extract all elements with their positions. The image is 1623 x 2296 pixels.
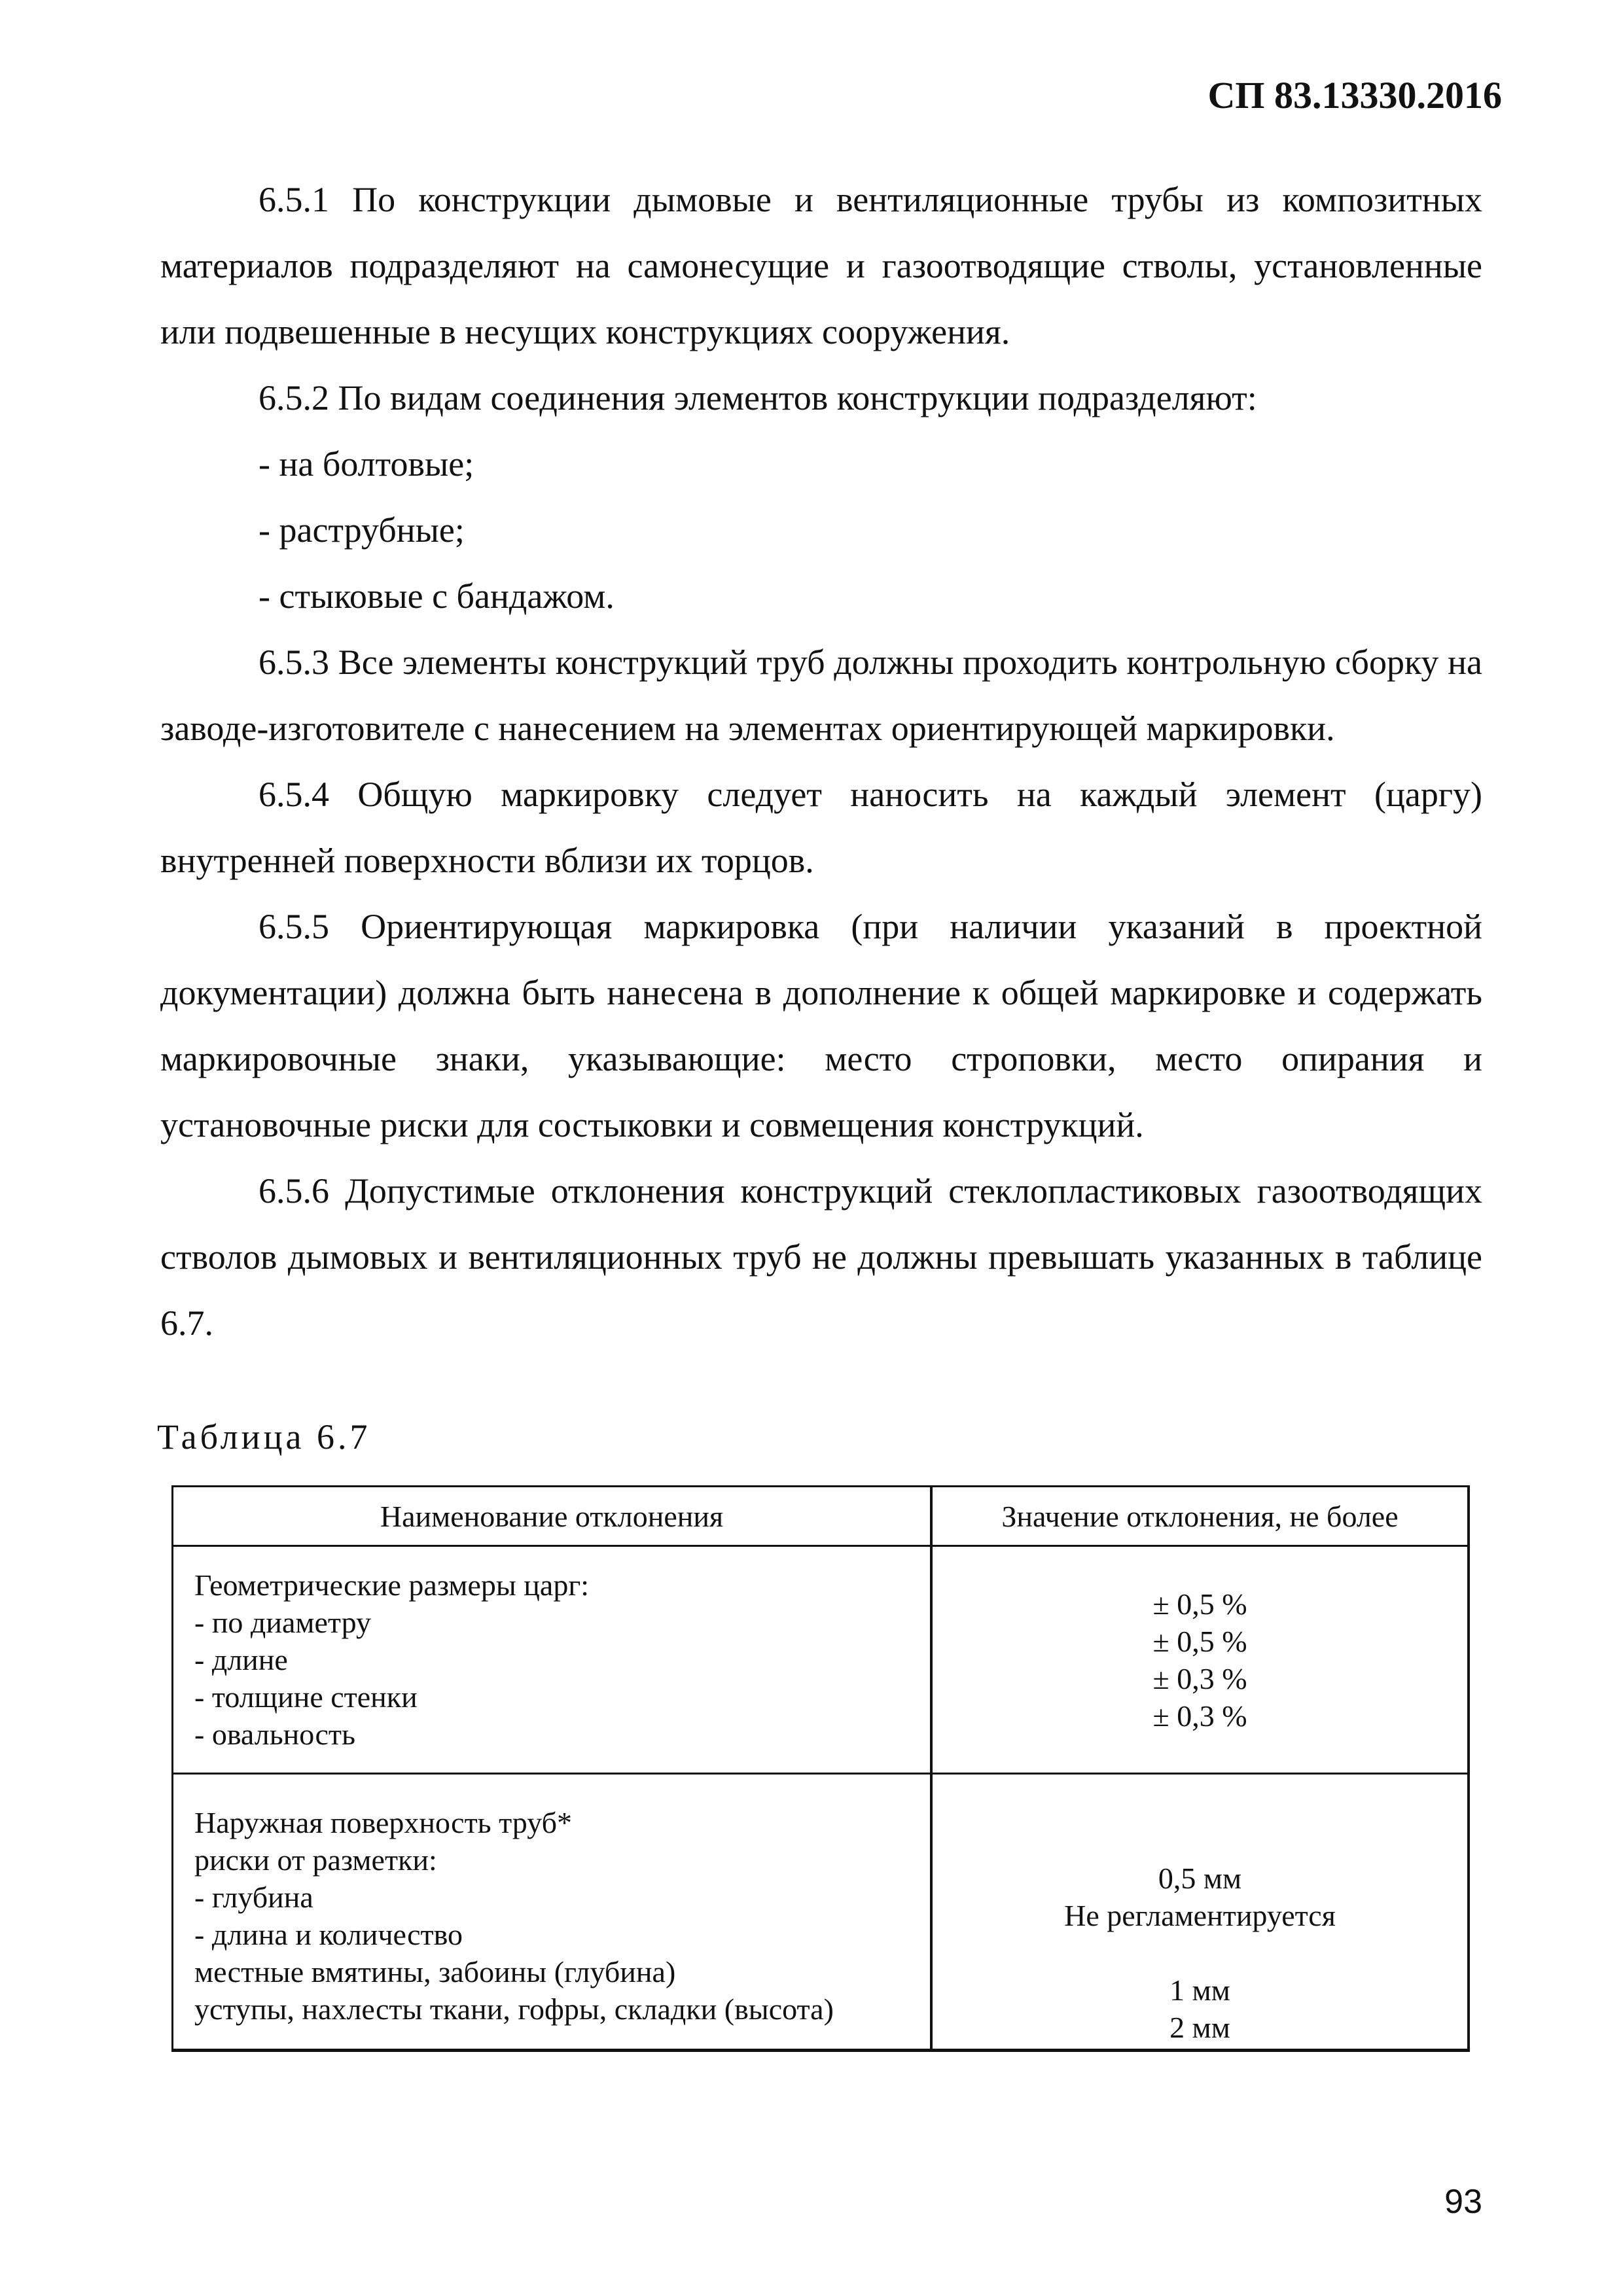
list-item-bolted: - на болтовые; — [259, 444, 474, 484]
paragraph-6-5-6: 6.5.6 Допустимые отклонения конструкций стеклопластиковых газоотводящих стволов дымовых и вентиляционных труб не должны превышать указанных в таблице 6.7. — [160, 1171, 1482, 1343]
page-number: 93 — [1444, 2183, 1482, 2221]
geometry-item-wall-thickness: - толщине стенки — [194, 1680, 418, 1714]
deviation-table — [171, 1485, 1470, 2052]
surface-values-cell — [931, 1774, 1469, 2051]
header-deviation-name: Наименование отклонения — [173, 1487, 932, 1546]
spacer — [933, 1934, 1467, 1971]
table-caption: Таблица 6.7 — [157, 1417, 371, 1457]
surface-item-depth: - глубина — [194, 1880, 313, 1914]
geometry-value-wall-thickness: ± 0,3 % — [1152, 1661, 1247, 1695]
paragraph-6-5-5: 6.5.5 Ориентирующая маркировка (при наличии указаний в проектной документации) должна быть нанесена в дополнение к общей маркировке и содержать маркировочные знаки, указывающие: место строповки, место опирания и установочные риски для состыковки и совмещения конструкций. — [160, 907, 1482, 1144]
list-item-butt-bandage: - стыковые с бандажом. — [259, 576, 615, 616]
list-item-socket: - раструбные; — [259, 510, 465, 550]
geometry-value-diameter: ± 0,5 % — [1152, 1587, 1247, 1621]
paragraph-6-5-2: 6.5.2 По видам соединения элементов конструкции подразделяют: — [259, 378, 1257, 417]
document-code: СП 83.13330.2016 — [1207, 74, 1502, 116]
table-row — [173, 1546, 1469, 1774]
paragraph-6-5-1: 6.5.1 По конструкции дымовые и вентиляционные трубы из композитных материалов подразделяют на самонесущие и газоотводящие стволы, установленные или подвешенные в несущих конструкциях сооружения. — [160, 180, 1482, 351]
spacer — [933, 1785, 1467, 1822]
table-row — [173, 1774, 1469, 2051]
geometry-item-length: - длине — [194, 1643, 288, 1676]
geometry-value-ovality: ± 0,3 % — [1152, 1699, 1247, 1733]
document-body — [160, 167, 1482, 1356]
header-deviation-value: Значение отклонения, не более — [931, 1487, 1469, 1546]
geometry-item-ovality: - овальность — [194, 1718, 355, 1751]
geometry-heading: Геометрические размеры царг: — [194, 1568, 589, 1602]
surface-heading: Наружная поверхность труб* — [194, 1805, 572, 1839]
geometry-values-cell — [931, 1546, 1469, 1774]
geometry-value-length: ± 0,5 % — [1152, 1624, 1247, 1658]
surface-names-cell — [173, 1774, 932, 2051]
paragraph-6-5-4: 6.5.4 Общую маркировку следует наносить на каждый элемент (царгу) внутренней поверхности вблизи их торцов. — [160, 775, 1482, 880]
surface-item-ledges: уступы, нахлесты ткани, гофры, складки (высота) — [194, 1992, 834, 2026]
surface-item-dents: местные вмятины, забоины (глубина) — [194, 1954, 676, 1988]
surface-item-length-count: - длина и количество — [194, 1917, 463, 1951]
paragraph-6-5-3: 6.5.3 Все элементы конструкций труб должны проходить контрольную сборку на заводе-изготовителе с нанесением на элементах ориентирующей маркировки. — [160, 643, 1482, 748]
surface-marking-scratches: риски от разметки: — [194, 1843, 437, 1877]
spacer — [933, 1822, 1467, 1860]
surface-value-length-count: Не регламентируется — [1064, 1899, 1336, 1932]
surface-value-depth: 0,5 мм — [1158, 1862, 1242, 1895]
geometry-item-diameter: - по диаметру — [194, 1606, 371, 1639]
geometry-names-cell — [173, 1546, 932, 1774]
surface-value-dents: 1 мм — [1169, 1973, 1230, 2007]
surface-value-ledges: 2 мм — [1169, 2011, 1230, 2044]
table-header-row — [173, 1487, 1469, 1546]
